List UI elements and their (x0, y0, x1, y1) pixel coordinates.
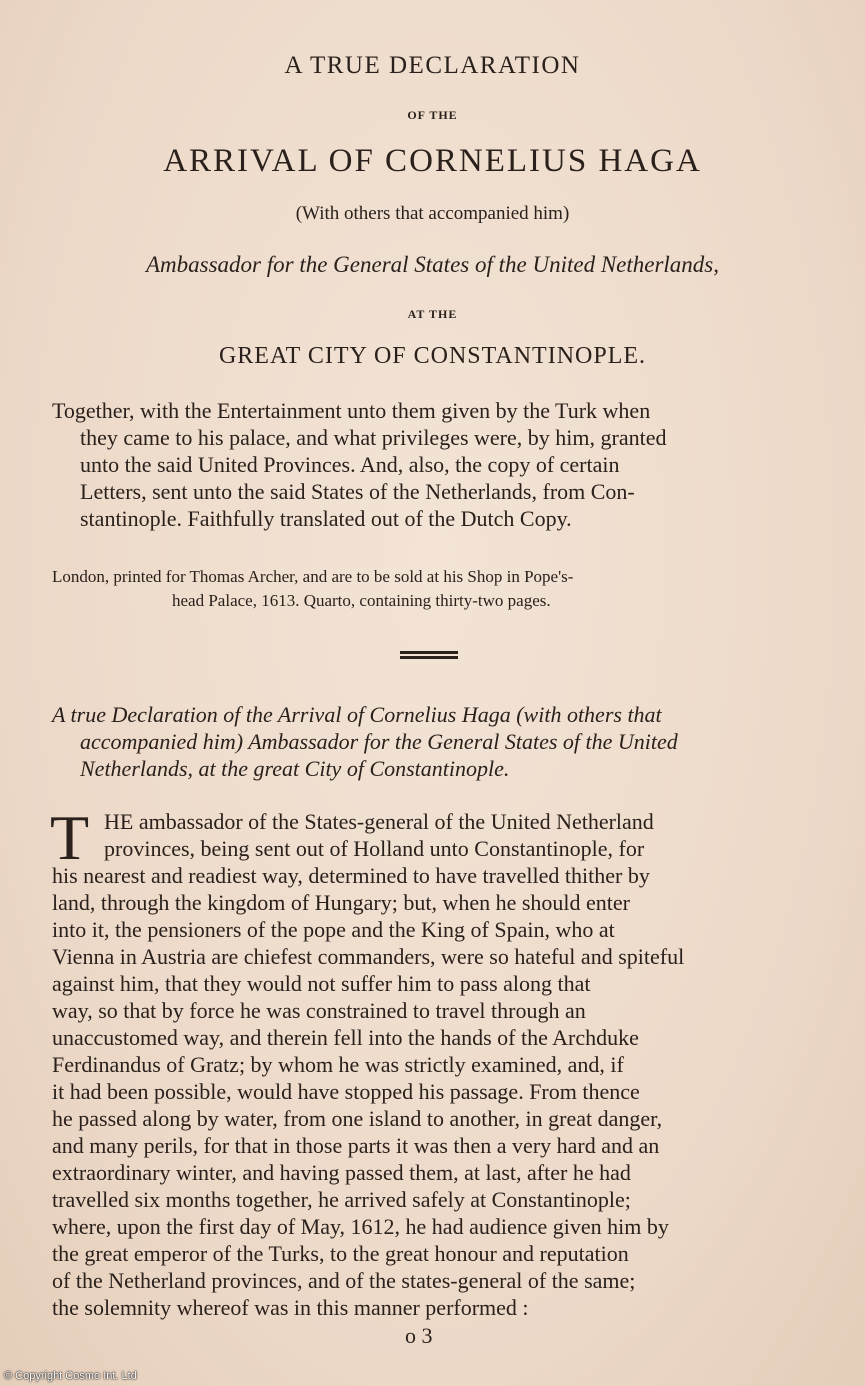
imprint-line: head Palace, 1613. Quarto, containing thirty-two pages. (172, 591, 551, 610)
body-line: it had been possible, would have stopped his passage. From thence (52, 1079, 640, 1104)
body-line: he passed along by water, from one island to another, in great danger, (52, 1106, 663, 1131)
body-line: against him, that they would not suffer him to pass along that (52, 971, 591, 996)
body-line: extraordinary winter, and having passed them, at last, after he had (52, 1160, 631, 1185)
title-line-2: ARRIVAL OF CORNELIUS HAGA (163, 143, 702, 179)
body-line: and many perils, for that in those parts it was then a very hard and an (52, 1133, 660, 1158)
body-line: travelled six months together, he arrived safely at Constantinople; (52, 1187, 631, 1212)
title-line-3: GREAT CITY OF CONSTANTINOPLE. (218, 343, 647, 369)
intro-line: they came to his palace, and what privileges were, by him, granted (80, 425, 667, 450)
body-line: the great emperor of the Turks, to the great honour and reputation (52, 1241, 629, 1266)
heading-line: accompanied him) Ambassador for the General States of the United (80, 729, 678, 754)
intro-line: Together, with the Entertainment unto them given by the Turk when (52, 398, 651, 423)
body-line: where, upon the first day of May, 1612, he had audience given him by (52, 1214, 669, 1239)
intro-line: unto the said United Provinces. And, also, the copy of certain (80, 452, 620, 477)
drop-cap: T (50, 802, 90, 873)
body-line: his nearest and readiest way, determined to have travelled thither by (52, 863, 650, 888)
body-line: way, so that by force he was constrained to travel through an (52, 998, 586, 1023)
body-line: land, through the kingdom of Hungary; but, when he should enter (52, 890, 631, 915)
body-line: unaccustomed way, and therein fell into the hands of the Archduke (52, 1025, 639, 1050)
body-line: Ferdinandus of Gratz; by whom he was strictly examined, and, if (52, 1052, 624, 1077)
of-the-label: OF THE (407, 108, 458, 122)
body-line: the solemnity whereof was in this manner performed : (52, 1295, 529, 1320)
body-line: into it, the pensioners of the pope and the King of Spain, who at (52, 917, 615, 942)
heading-line: A true Declaration of the Arrival of Cornelius Haga (with others that (52, 702, 662, 727)
body-line: provinces, being sent out of Holland unto Constantinople, for (104, 836, 645, 861)
imprint-line: London, printed for Thomas Archer, and are to be sold at his Shop in Pope's- (52, 567, 574, 586)
section-divider (400, 651, 458, 660)
body-line: HE ambassador of the States-general of the United Netherland (104, 809, 654, 834)
copyright-credit: © Copyright Cosmo Int. Ltd (4, 1370, 137, 1382)
intro-line: stantinople. Faithfully translated out of the Dutch Copy. (80, 506, 572, 531)
body-line: Vienna in Austria are chiefest commanders, were so hateful and spiteful (52, 944, 685, 969)
title-line-1: A TRUE DECLARATION (284, 52, 581, 79)
heading-line: Netherlands, at the great City of Constantinople. (80, 756, 510, 781)
at-the-label: AT THE (407, 307, 458, 321)
page-number: o 3 (405, 1323, 433, 1348)
body-line: of the Netherland provinces, and of the states-general of the same; (52, 1268, 636, 1293)
intro-line: Letters, sent unto the said States of the Netherlands, from Con- (80, 479, 635, 504)
ambassador-subtitle: Ambassador for the General States of the United Netherlands, (145, 252, 720, 277)
parenthetical-subtitle: (With others that accompanied him) (295, 203, 570, 224)
